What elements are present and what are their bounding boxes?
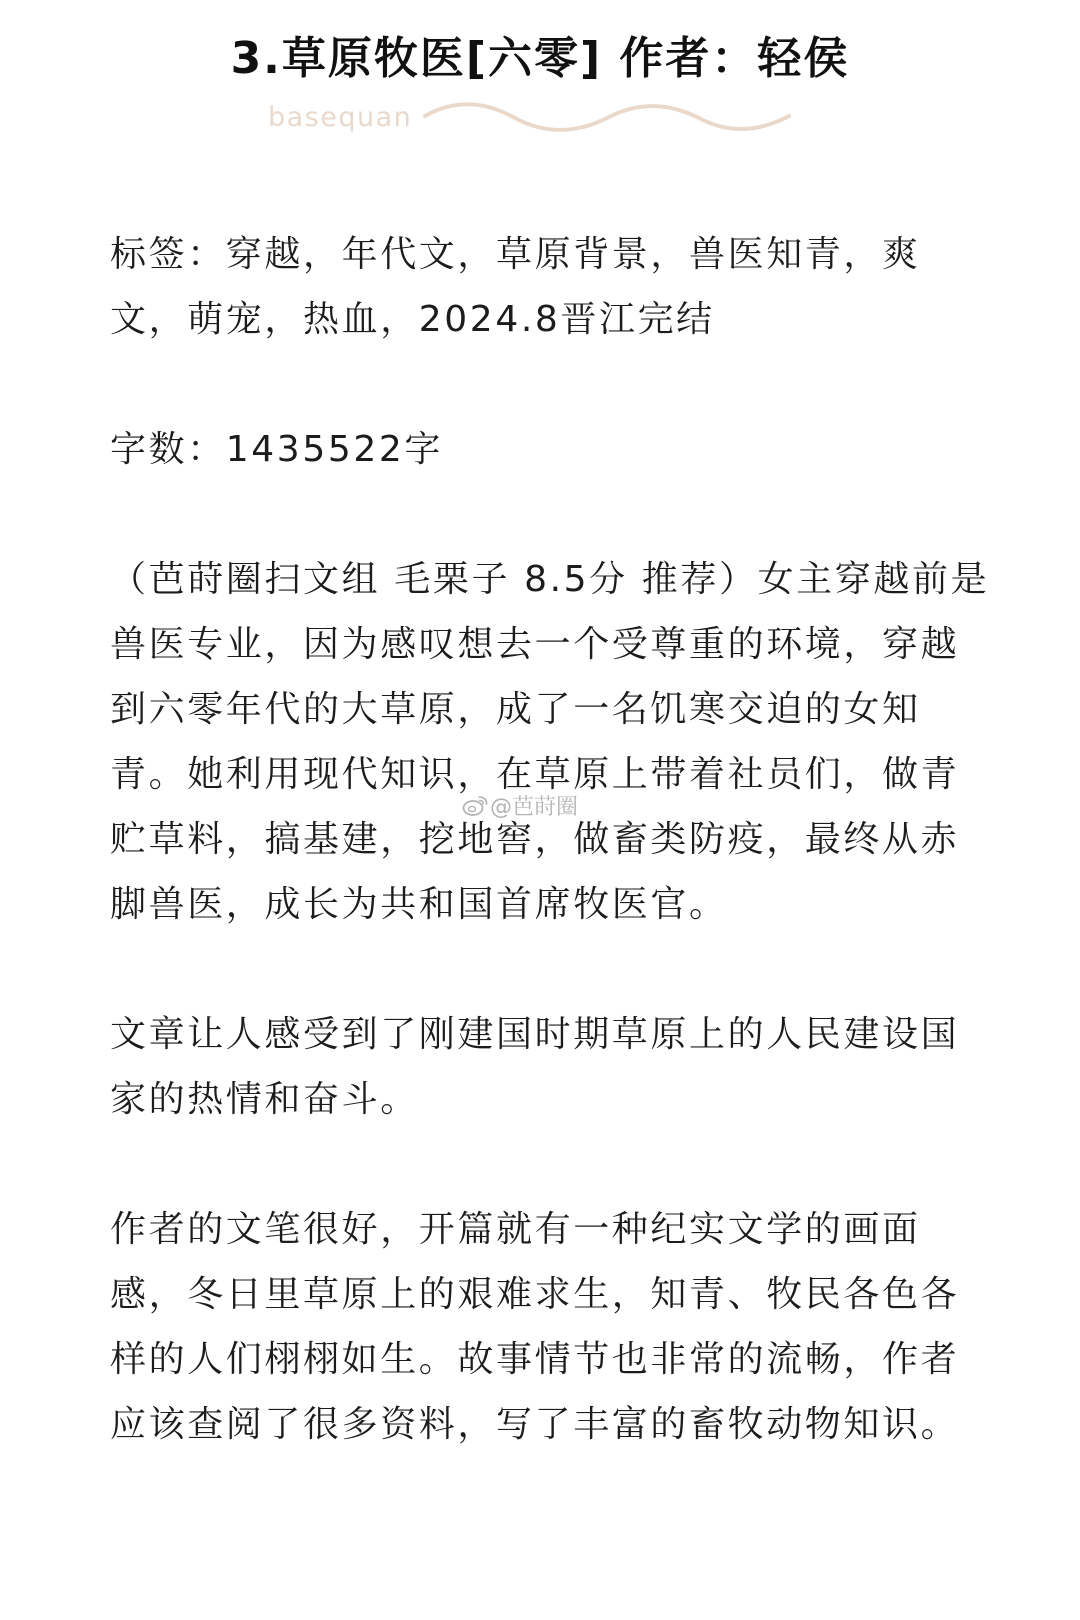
weibo-watermark [462, 790, 578, 821]
watermark-text: @芭莳圈 [490, 795, 579, 820]
word-count: 字数：1435522字 [110, 429, 443, 470]
page-title: 3.草原牧医[六零] 作者：轻侯 [230, 33, 850, 84]
tags-line: 标签：穿越，年代文，草原背景，兽医知青，爽文，萌宠，热血，2024.8晋江完结 [110, 234, 921, 340]
decoration-word: basequan [268, 102, 413, 133]
article-body [110, 222, 990, 1522]
weibo-logo-icon [462, 795, 488, 817]
wave-ornament-icon [423, 102, 793, 134]
comment-paragraph-2: 作者的文笔很好，开篇就有一种纪实文学的画面感，冬日里草原上的艰难求生，知青、牧民各色各样的人们栩栩如生。故事情节也非常的流畅，作者应该查阅了很多资料，写了丰富的畜牧动物知识。 [110, 1209, 960, 1445]
comment-paragraph-1: 文章让人感受到了刚建国时期草原上的人民建设国家的热情和奋斗。 [110, 1014, 960, 1120]
title-decoration [268, 100, 808, 144]
summary-paragraph: （芭莳圈扫文组 毛栗子 8.5分 推荐）女主穿越前是兽医专业，因为感叹想去一个受尊重的环境，穿越到六零年代的大草原，成了一名饥寒交迫的女知青。她利用现代知识，在草原上带着社员们，做青贮草料，搞基建，挖地窖，做畜类防疫，最终从赤脚兽医，成长为共和国首席牧医官。 [110, 559, 990, 925]
